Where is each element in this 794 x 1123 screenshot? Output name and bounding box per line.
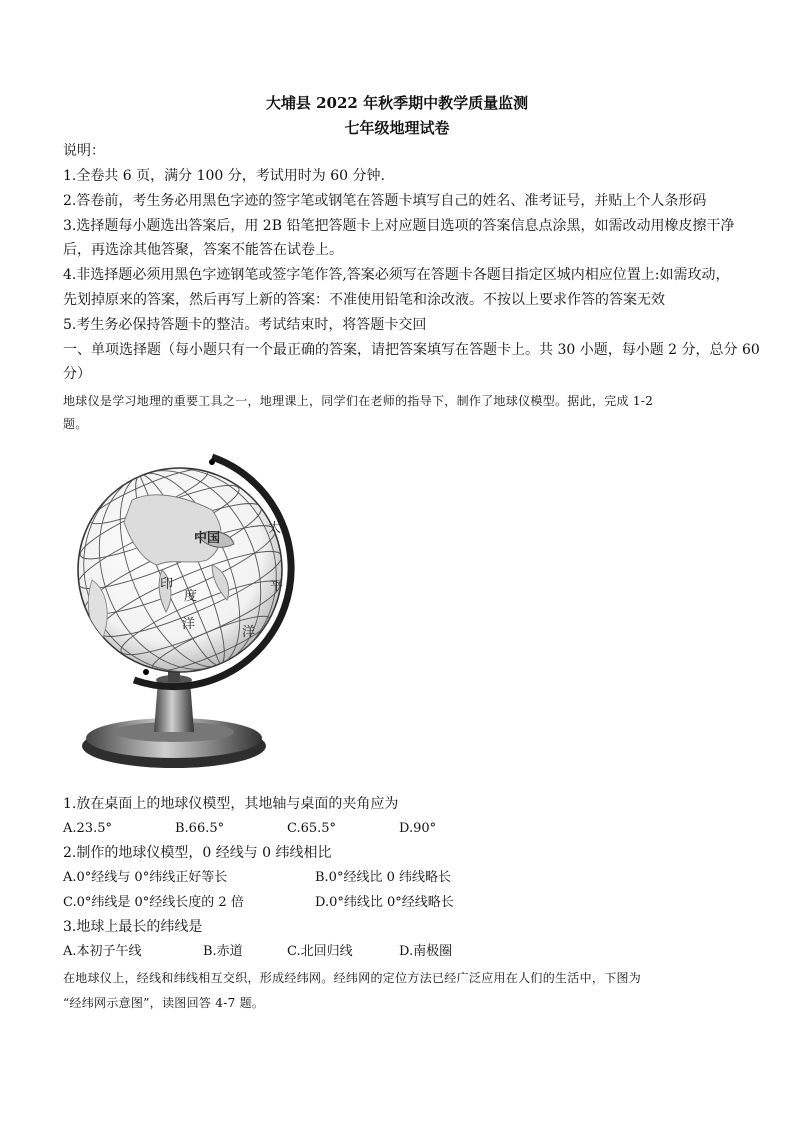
exam-subtitle: 七年级地理试卷: [344, 119, 450, 137]
label-pacific-3: 洋: [242, 625, 256, 640]
question-3-option-c: C.北回归线: [287, 944, 353, 959]
question-2-option-d: D.0°纬线比 0°经线略长: [315, 895, 454, 910]
section-heading: 一、单项选择题（每小题只有一个最正确的答案，请把答案填写在答题卡上。共 30 小题，每小题 2 分，总分 60: [63, 342, 760, 358]
instruction-item: 1.全卷共 6 页，满分 100 分，考试用时为 60 分钟.: [63, 168, 385, 184]
instruction-item: 2.答卷前，考生务必用黑色字迹的签字笔或钢笔在答题卡填写自己的姓名、准考证号，并贴上个人条形码: [63, 193, 707, 209]
passage-intro: 地球仪是学习地理的重要工具之一，地理课上，同学们在老师的指导下，制作了地球仪模型。据此，完成 1-2: [63, 394, 654, 408]
label-indian-ocean-2: 度: [184, 589, 198, 604]
instruction-item: 3.选择题每小题选出答案后，用 2B 铅笔把答题卡上对应题目选项的答案信息点涂黑，如需改动用橡皮擦干净: [63, 218, 735, 234]
label-indian-ocean-1: 印: [160, 577, 174, 592]
question-2-option-b: B.0°经线比 0 纬线略长: [315, 870, 451, 885]
instruction-item: 后，再选涂其他答聚，答案不能答在试卷上。: [63, 242, 343, 258]
passage-graticule-cont: “经纬网示意图”，读图回答 4-7 题。: [63, 996, 265, 1010]
question-1-option-a: A.23.5°: [63, 821, 112, 836]
instructions-label: 说明：: [63, 143, 105, 159]
question-3-option-a: A.本初子午线: [63, 944, 142, 959]
section-heading-cont: 分）: [63, 366, 91, 382]
passage-graticule: 在地球仪上，经线和纬线相互交织，形成经纬网。经纬网的定位方法已经广泛应用在人们的生活中，下图为: [63, 971, 642, 985]
globe-model-illustration: [62, 440, 322, 780]
question-2-stem: 2.制作的地球仪模型，0 经线与 0 纬线相比: [63, 845, 332, 861]
question-2-option-c: C.0°纬线是 0°经线长度的 2 倍: [63, 895, 244, 910]
label-pacific-1: 太: [268, 521, 282, 536]
label-pacific-2: 平: [270, 579, 284, 594]
label-indian-ocean-3: 洋: [182, 617, 196, 632]
instruction-item: 5.考生务必保持答题卡的整洁。考试结束时，将答题卡交回: [63, 317, 427, 333]
instruction-item: 4.非选择题必须用黑色字迹钢笔或签字笔作答,答案必须写在答题卡各题目指定区城内相应位置上:如需玫动，: [63, 267, 730, 283]
passage-intro-cont: 题。: [63, 417, 88, 431]
exam-title: 大埔县 2022 年秋季期中教学质量监测: [265, 94, 529, 112]
question-1-option-c: C.65.5°: [287, 821, 337, 836]
question-1-option-d: D.90°: [399, 821, 437, 836]
question-2-option-a: A.0°经线与 0°纬线正好等长: [63, 870, 228, 885]
question-1-stem: 1.放在桌面上的地球仪模型，其地轴与桌面的夹角应为: [63, 796, 399, 812]
question-3-stem: 3.地球上最长的纬线是: [63, 919, 203, 935]
instruction-item: 先划掉原来的答案，然后再写上新的答案：不准使用铅笔和涂改液。不按以上要求作答的答案无效: [63, 292, 665, 308]
question-1-option-b: B.66.5°: [175, 821, 225, 836]
label-china: 中国: [194, 531, 221, 546]
question-3-option-b: B.赤道: [203, 944, 243, 959]
question-3-option-d: D.南极圈: [399, 944, 453, 959]
